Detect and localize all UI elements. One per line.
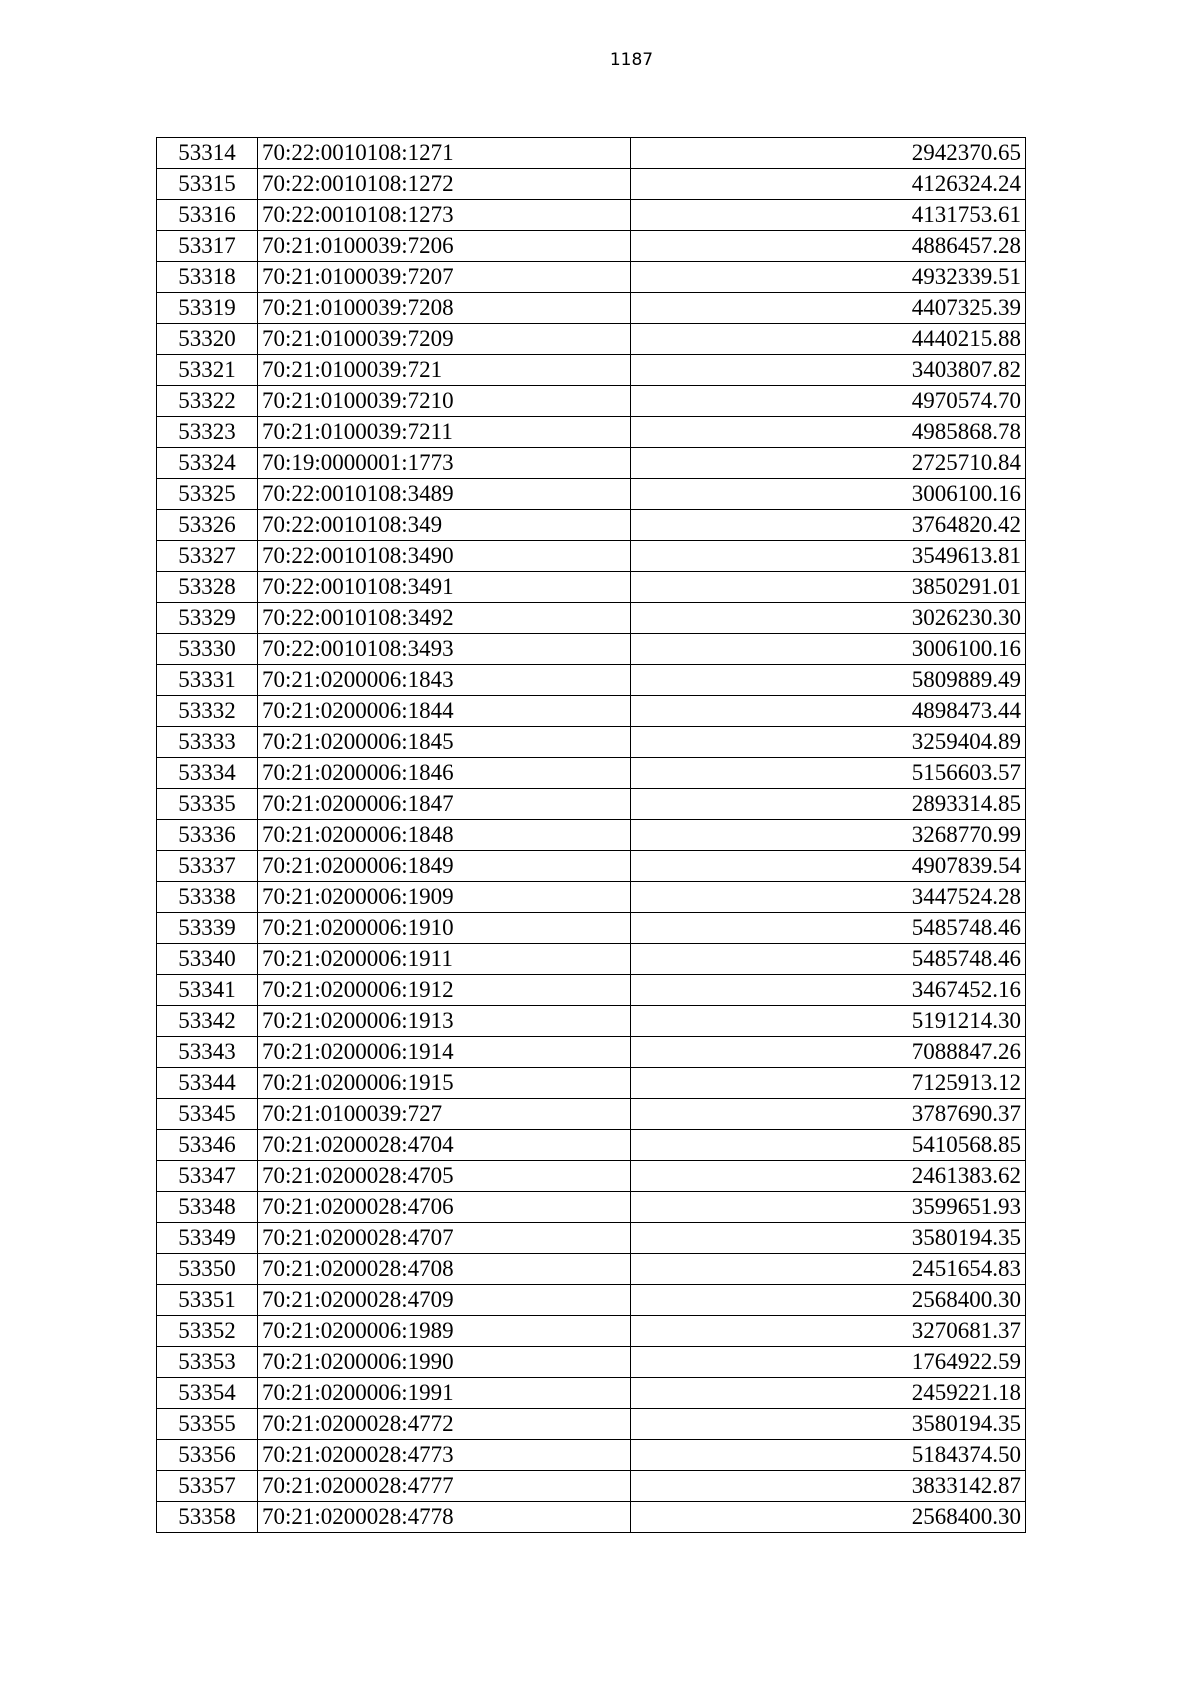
cadastral-value-cell: 4886457.28	[631, 231, 1026, 262]
row-number-cell: 53315	[157, 169, 258, 200]
cadastral-value-cell: 3006100.16	[631, 634, 1026, 665]
table-row	[157, 355, 1026, 386]
cadastral-number-cell: 70:21:0200028:4707	[258, 1223, 631, 1254]
cadastral-number-cell: 70:21:0200028:4706	[258, 1192, 631, 1223]
table-row	[157, 1068, 1026, 1099]
cadastral-value-cell: 3026230.30	[631, 603, 1026, 634]
table-row	[157, 727, 1026, 758]
row-number-cell: 53345	[157, 1099, 258, 1130]
cadastral-value-cell: 5485748.46	[631, 944, 1026, 975]
cadastral-value-cell: 2451654.83	[631, 1254, 1026, 1285]
table-row	[157, 1223, 1026, 1254]
table-row	[157, 417, 1026, 448]
cadastral-number-cell: 70:21:0200006:1847	[258, 789, 631, 820]
cadastral-value-cell: 3580194.35	[631, 1223, 1026, 1254]
cadastral-value-cell: 4932339.51	[631, 262, 1026, 293]
cadastral-number-cell: 70:21:0100039:7209	[258, 324, 631, 355]
table-row	[157, 603, 1026, 634]
row-number-cell: 53341	[157, 975, 258, 1006]
cadastral-value-cell: 3403807.82	[631, 355, 1026, 386]
cadastral-number-cell: 70:22:0010108:1272	[258, 169, 631, 200]
table-row	[157, 944, 1026, 975]
cadastral-number-cell: 70:21:0200006:1844	[258, 696, 631, 727]
cadastral-value-cell: 3270681.37	[631, 1316, 1026, 1347]
table-body	[157, 138, 1026, 1533]
cadastral-value-cell: 5191214.30	[631, 1006, 1026, 1037]
table-row	[157, 851, 1026, 882]
row-number-cell: 53314	[157, 138, 258, 169]
row-number-cell: 53327	[157, 541, 258, 572]
table-row	[157, 1471, 1026, 1502]
cadastral-number-cell: 70:21:0200028:4704	[258, 1130, 631, 1161]
cadastral-value-cell: 3268770.99	[631, 820, 1026, 851]
cadastral-value-cell: 4985868.78	[631, 417, 1026, 448]
row-number-cell: 53342	[157, 1006, 258, 1037]
cadastral-value-cell: 2568400.30	[631, 1285, 1026, 1316]
cadastral-value-cell: 2568400.30	[631, 1502, 1026, 1533]
cadastral-value-cell: 5809889.49	[631, 665, 1026, 696]
cadastral-number-cell: 70:21:0200006:1914	[258, 1037, 631, 1068]
cadastral-number-cell: 70:22:0010108:3490	[258, 541, 631, 572]
row-number-cell: 53323	[157, 417, 258, 448]
cadastral-number-cell: 70:22:0010108:1273	[258, 200, 631, 231]
table-row	[157, 634, 1026, 665]
row-number-cell: 53325	[157, 479, 258, 510]
cadastral-value-cell: 4970574.70	[631, 386, 1026, 417]
row-number-cell: 53346	[157, 1130, 258, 1161]
row-number-cell: 53347	[157, 1161, 258, 1192]
row-number-cell: 53332	[157, 696, 258, 727]
cadastral-number-cell: 70:22:0010108:3489	[258, 479, 631, 510]
cadastral-value-cell: 2461383.62	[631, 1161, 1026, 1192]
table-row	[157, 231, 1026, 262]
cadastral-value-cell: 3447524.28	[631, 882, 1026, 913]
cadastral-value-cell: 4126324.24	[631, 169, 1026, 200]
table-row	[157, 293, 1026, 324]
cadastral-value-cell: 3467452.16	[631, 975, 1026, 1006]
table-row	[157, 1347, 1026, 1378]
table-row	[157, 200, 1026, 231]
row-number-cell: 53344	[157, 1068, 258, 1099]
cadastral-number-cell: 70:21:0200028:4772	[258, 1409, 631, 1440]
row-number-cell: 53319	[157, 293, 258, 324]
table-row	[157, 1316, 1026, 1347]
row-number-cell: 53326	[157, 510, 258, 541]
cadastral-number-cell: 70:21:0200006:1845	[258, 727, 631, 758]
row-number-cell: 53349	[157, 1223, 258, 1254]
table-row	[157, 1192, 1026, 1223]
cadastral-value-cell: 3580194.35	[631, 1409, 1026, 1440]
table-row	[157, 696, 1026, 727]
table-row	[157, 758, 1026, 789]
table-row	[157, 1130, 1026, 1161]
cadastral-number-cell: 70:21:0100039:7210	[258, 386, 631, 417]
cadastral-number-cell: 70:22:0010108:349	[258, 510, 631, 541]
row-number-cell: 53350	[157, 1254, 258, 1285]
row-number-cell: 53354	[157, 1378, 258, 1409]
table-row	[157, 541, 1026, 572]
cadastral-number-cell: 70:21:0100039:721	[258, 355, 631, 386]
row-number-cell: 53357	[157, 1471, 258, 1502]
table-row	[157, 882, 1026, 913]
cadastral-value-cell: 2893314.85	[631, 789, 1026, 820]
row-number-cell: 53322	[157, 386, 258, 417]
cadastral-number-cell: 70:21:0200006:1909	[258, 882, 631, 913]
cadastral-number-cell: 70:21:0200028:4777	[258, 1471, 631, 1502]
table-row	[157, 1254, 1026, 1285]
table-row	[157, 1285, 1026, 1316]
cadastral-value-cell: 3764820.42	[631, 510, 1026, 541]
cadastral-value-cell: 3787690.37	[631, 1099, 1026, 1130]
cadastral-value-cell: 4907839.54	[631, 851, 1026, 882]
cadastral-value-cell: 4898473.44	[631, 696, 1026, 727]
row-number-cell: 53352	[157, 1316, 258, 1347]
row-number-cell: 53351	[157, 1285, 258, 1316]
table-row	[157, 324, 1026, 355]
cadastral-value-cell: 4407325.39	[631, 293, 1026, 324]
table-row	[157, 1099, 1026, 1130]
cadastral-number-cell: 70:21:0200028:4773	[258, 1440, 631, 1471]
cadastral-value-cell: 3549613.81	[631, 541, 1026, 572]
table-row	[157, 1440, 1026, 1471]
cadastral-value-cell: 2725710.84	[631, 448, 1026, 479]
cadastral-value-cell: 3599651.93	[631, 1192, 1026, 1223]
cadastral-value-cell: 7088847.26	[631, 1037, 1026, 1068]
cadastral-number-cell: 70:21:0200006:1849	[258, 851, 631, 882]
row-number-cell: 53329	[157, 603, 258, 634]
table-row	[157, 510, 1026, 541]
cadastral-number-cell: 70:21:0200006:1912	[258, 975, 631, 1006]
table-row	[157, 975, 1026, 1006]
cadastral-value-cell: 3850291.01	[631, 572, 1026, 603]
cadastral-value-table	[156, 137, 1026, 1533]
cadastral-value-cell: 2942370.65	[631, 138, 1026, 169]
cadastral-number-cell: 70:21:0200006:1911	[258, 944, 631, 975]
row-number-cell: 53324	[157, 448, 258, 479]
table-row	[157, 789, 1026, 820]
row-number-cell: 53358	[157, 1502, 258, 1533]
cadastral-value-cell: 1764922.59	[631, 1347, 1026, 1378]
cadastral-number-cell: 70:21:0200006:1991	[258, 1378, 631, 1409]
row-number-cell: 53339	[157, 913, 258, 944]
table-row	[157, 1161, 1026, 1192]
row-number-cell: 53343	[157, 1037, 258, 1068]
table-row	[157, 572, 1026, 603]
table-row	[157, 386, 1026, 417]
cadastral-number-cell: 70:21:0200028:4709	[258, 1285, 631, 1316]
cadastral-number-cell: 70:22:0010108:1271	[258, 138, 631, 169]
row-number-cell: 53336	[157, 820, 258, 851]
table-row	[157, 138, 1026, 169]
table-row	[157, 448, 1026, 479]
cadastral-number-cell: 70:22:0010108:3493	[258, 634, 631, 665]
cadastral-number-cell: 70:21:0100039:7211	[258, 417, 631, 448]
row-number-cell: 53356	[157, 1440, 258, 1471]
cadastral-number-cell: 70:22:0010108:3492	[258, 603, 631, 634]
row-number-cell: 53353	[157, 1347, 258, 1378]
table-row	[157, 665, 1026, 696]
row-number-cell: 53318	[157, 262, 258, 293]
cadastral-value-cell: 3259404.89	[631, 727, 1026, 758]
cadastral-number-cell: 70:21:0100039:7206	[258, 231, 631, 262]
cadastral-number-cell: 70:21:0200006:1848	[258, 820, 631, 851]
cadastral-value-cell: 7125913.12	[631, 1068, 1026, 1099]
row-number-cell: 53337	[157, 851, 258, 882]
page-number: 1187	[609, 50, 654, 70]
cadastral-value-cell: 5156603.57	[631, 758, 1026, 789]
table-row	[157, 1378, 1026, 1409]
table-row	[157, 820, 1026, 851]
cadastral-value-cell: 2459221.18	[631, 1378, 1026, 1409]
cadastral-number-cell: 70:21:0100039:7207	[258, 262, 631, 293]
row-number-cell: 53317	[157, 231, 258, 262]
cadastral-number-cell: 70:21:0200006:1990	[258, 1347, 631, 1378]
row-number-cell: 53355	[157, 1409, 258, 1440]
cadastral-value-cell: 3006100.16	[631, 479, 1026, 510]
cadastral-number-cell: 70:22:0010108:3491	[258, 572, 631, 603]
cadastral-number-cell: 70:21:0200006:1910	[258, 913, 631, 944]
cadastral-number-cell: 70:21:0100039:727	[258, 1099, 631, 1130]
cadastral-number-cell: 70:21:0200028:4708	[258, 1254, 631, 1285]
cadastral-value-cell: 4131753.61	[631, 200, 1026, 231]
row-number-cell: 53328	[157, 572, 258, 603]
row-number-cell: 53333	[157, 727, 258, 758]
table-row	[157, 169, 1026, 200]
cadastral-number-cell: 70:21:0200006:1846	[258, 758, 631, 789]
cadastral-value-cell: 3833142.87	[631, 1471, 1026, 1502]
cadastral-number-cell: 70:19:0000001:1773	[258, 448, 631, 479]
row-number-cell: 53316	[157, 200, 258, 231]
cadastral-value-cell: 5410568.85	[631, 1130, 1026, 1161]
row-number-cell: 53335	[157, 789, 258, 820]
row-number-cell: 53334	[157, 758, 258, 789]
table-row	[157, 1006, 1026, 1037]
row-number-cell: 53338	[157, 882, 258, 913]
table-row	[157, 1037, 1026, 1068]
table-row	[157, 913, 1026, 944]
cadastral-number-cell: 70:21:0200006:1843	[258, 665, 631, 696]
cadastral-number-cell: 70:21:0200028:4778	[258, 1502, 631, 1533]
cadastral-number-cell: 70:21:0200006:1989	[258, 1316, 631, 1347]
row-number-cell: 53340	[157, 944, 258, 975]
table-row	[157, 262, 1026, 293]
cadastral-number-cell: 70:21:0200006:1913	[258, 1006, 631, 1037]
table-row	[157, 1409, 1026, 1440]
table-row	[157, 1502, 1026, 1533]
row-number-cell: 53348	[157, 1192, 258, 1223]
table-row	[157, 479, 1026, 510]
cadastral-number-cell: 70:21:0200006:1915	[258, 1068, 631, 1099]
cadastral-value-cell: 5485748.46	[631, 913, 1026, 944]
row-number-cell: 53321	[157, 355, 258, 386]
cadastral-number-cell: 70:21:0200028:4705	[258, 1161, 631, 1192]
row-number-cell: 53330	[157, 634, 258, 665]
row-number-cell: 53320	[157, 324, 258, 355]
cadastral-value-cell: 4440215.88	[631, 324, 1026, 355]
cadastral-value-cell: 5184374.50	[631, 1440, 1026, 1471]
row-number-cell: 53331	[157, 665, 258, 696]
cadastral-number-cell: 70:21:0100039:7208	[258, 293, 631, 324]
